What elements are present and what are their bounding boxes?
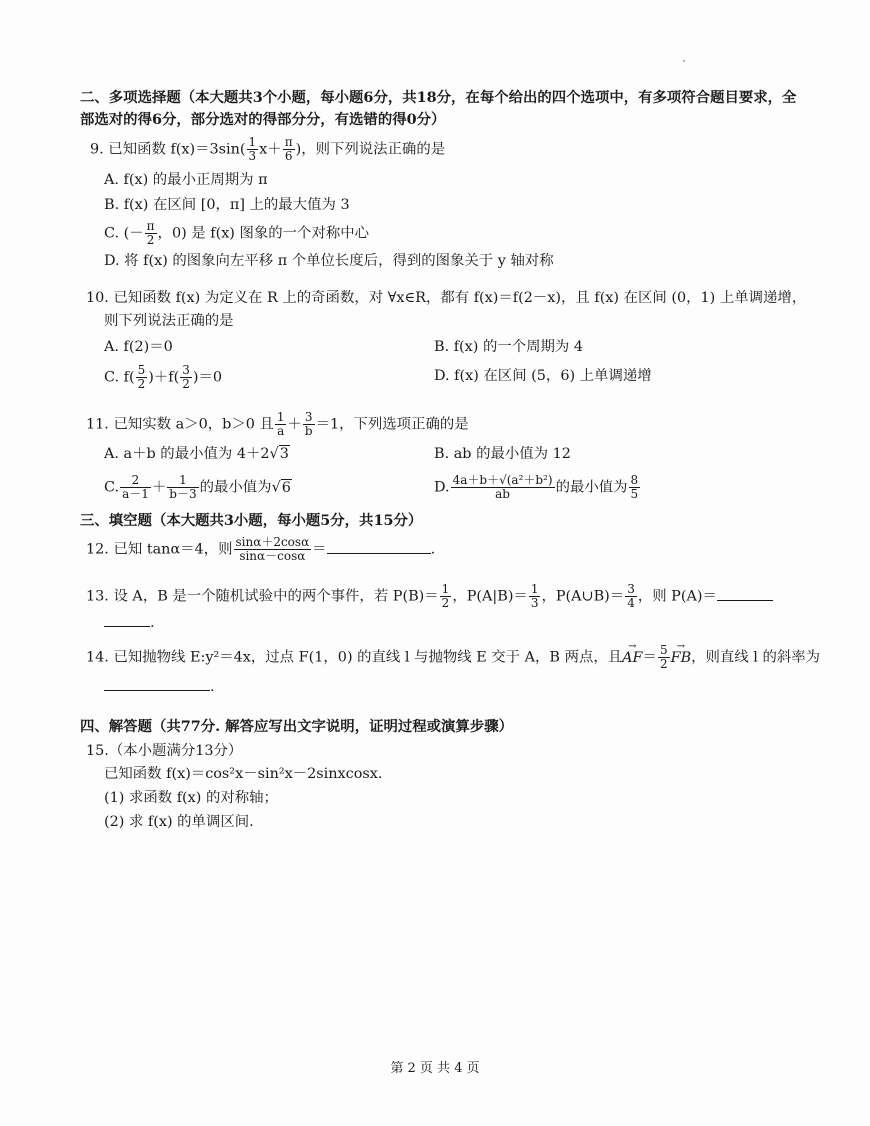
q11-option-c: C. $\frac{2}{a-1}$ ＋ $\frac{1}{b-3}$ 的最小值为√6 (104, 473, 291, 501)
section2-header-line2: 部选对的得6分，部分选对的得部分分，有选错的得0分） (80, 111, 446, 128)
q13-answer-blank-part1[interactable] (717, 586, 773, 601)
q12-answer-blank[interactable] (327, 539, 431, 554)
q14-continuation: . (104, 676, 215, 697)
scan-dot (683, 60, 685, 62)
q11-option-b: B. ab 的最小值为 12 (434, 446, 571, 462)
section2-header-line1: 二、多项选择题（本大题共3个小题，每小题6分，共18分，在每个给出的四个选项中，有多项符合题目要求，全 (80, 89, 797, 106)
q9-stem: 9. 已知函数 f(x)＝3sin( $\frac{1}{3}$ x＋ $\frac{\pi}{6}$ )，则下列说法正确的是 (90, 135, 446, 163)
q11-option-d: D. $\frac{\text{4a＋b＋√(a²＋b²)}}{ab}$ 的最小值为 $\frac{8}{5}$ (434, 473, 639, 501)
q9-option-a: A. f(x) 的最小正周期为 π (104, 172, 268, 188)
q10-stem-line2: 则下列说法正确的是 (104, 313, 234, 329)
q13-stem: 13. 设 A，B 是一个随机试验中的两个事件，若 P(B)＝ $\frac{1}{2}$ ，P(A|B)＝ $\frac{1}{3}$ ，P(A∪B)＝ $\frac{3}{4}$ ，则 P(A)＝ (86, 583, 773, 610)
page-footer: 第 2 页 共 4 页 (390, 1061, 480, 1076)
q9-option-c: C. (－ $\frac{\pi}{2}$ ，0) 是 f(x) 图象的一个对称中心 (104, 219, 370, 247)
q13-continuation: . (104, 612, 155, 633)
q12-stem: 12. 已知 tanα＝4，则 $\frac{\sin\alpha+2\cos\alpha}{\sin\alpha-\cos\alpha}$ ＝ . (86, 535, 436, 563)
q10-option-a: A. f(2)＝0 (104, 339, 173, 355)
q13-answer-blank-part2[interactable] (104, 612, 150, 627)
q15-part1: (1) 求函数 f(x) 的对称轴； (104, 790, 278, 806)
q15-given: 已知函数 f(x)＝cos²x－sin²x－2sinxcosx. (104, 766, 383, 782)
q14-stem: 14. 已知抛物线 E:y²＝4x，过点 F(1，0) 的直线 l 与抛物线 E 交于 A，B 两点，且→ AF＝ $\frac{5}{2}$ → FB，则直线 l 的斜率为 (86, 644, 820, 671)
q10-stem-line1: 10. 已知函数 f(x) 为定义在 R 上的奇函数，对 ∀x∈R，都有 f(x)＝f(2－x)，且 f(x) 在区间 (0，1) 上单调递增， (86, 290, 807, 306)
q10-option-d: D. f(x) 在区间 (5，6) 上单调递增 (434, 368, 652, 384)
q11-stem: 11. 已知实数 a＞0，b＞0 且 $\frac{1}{a}$ ＋ $\frac{3}{b}$ ＝1，下列选项正确的是 (86, 410, 469, 438)
q10-option-c: C. f( $\frac{5}{2}$ )＋f( $\frac{3}{2}$ )＝0 (104, 363, 222, 391)
q15-part2: (2) 求 f(x) 的单调区间. (104, 814, 254, 830)
q11-option-a: A. a＋b 的最小值为 4＋2√3 (104, 446, 289, 462)
q9-option-b: B. f(x) 在区间 [0，π] 上的最大值为 3 (104, 197, 350, 213)
q9-option-d: D. 将 f(x) 的图象向左平移 π 个单位长度后，得到的图象关于 y 轴对称 (104, 253, 554, 269)
section4-header: 四、解答题（共77分. 解答应写出文字说明，证明过程或演算步骤） (80, 718, 513, 735)
q14-answer-blank[interactable] (104, 676, 210, 691)
section3-header: 三、填空题（本大题共3小题，每小题5分，共15分） (80, 512, 423, 529)
q10-option-b: B. f(x) 的一个周期为 4 (434, 339, 584, 355)
q15-title: 15.（本小题满分13分） (86, 743, 243, 759)
